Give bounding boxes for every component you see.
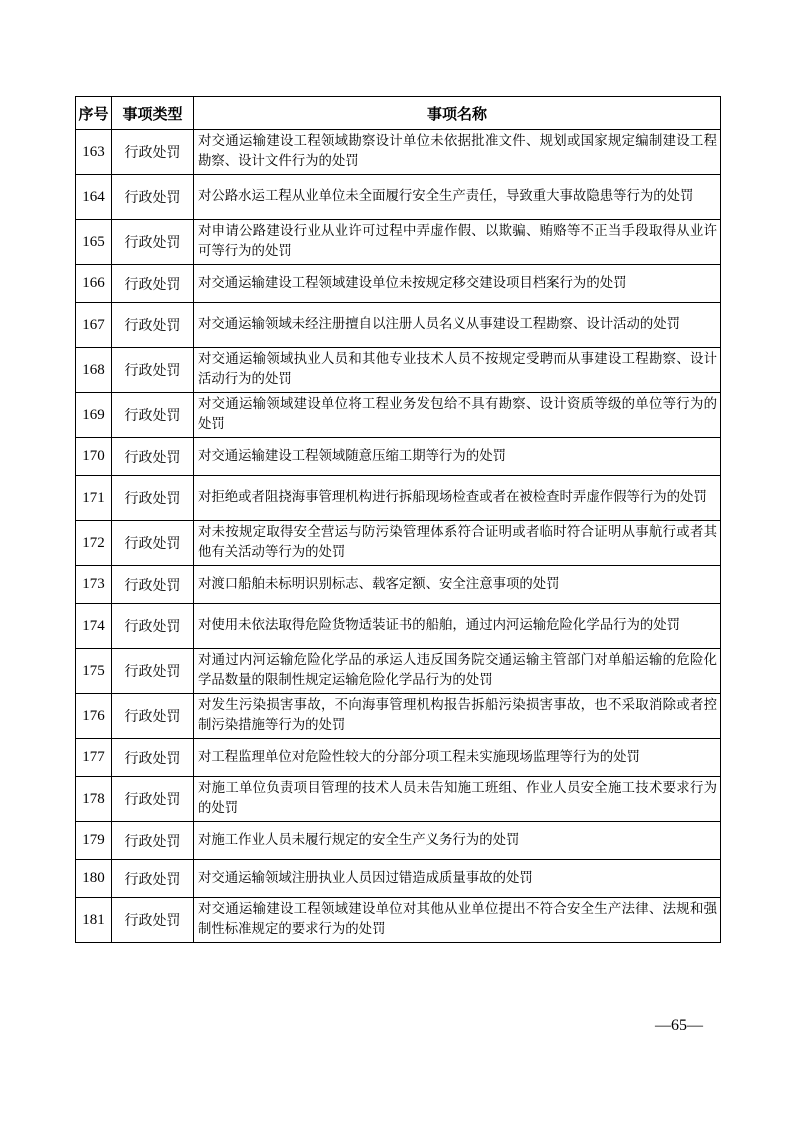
header-type: 事项类型 <box>112 97 194 130</box>
row-type: 行政处罚 <box>112 130 194 175</box>
table-row <box>76 566 721 604</box>
row-name: 对交通运输领域未经注册擅自以注册人员名义从事建设工程勘察、设计活动的处罚 <box>194 303 721 348</box>
row-number: 174 <box>76 604 112 649</box>
row-number: 169 <box>76 393 112 438</box>
row-type: 行政处罚 <box>112 393 194 438</box>
row-number: 171 <box>76 476 112 521</box>
row-type: 行政处罚 <box>112 175 194 220</box>
row-type: 行政处罚 <box>112 521 194 566</box>
row-number: 178 <box>76 777 112 822</box>
table-row <box>76 822 721 860</box>
table-row <box>76 130 721 175</box>
row-name: 对未按规定取得安全营运与防污染管理体系符合证明或者临时符合证明从事航行或者其他有关活动等行为的处罚 <box>194 521 721 566</box>
row-name: 对施工单位负责项目管理的技术人员未告知施工班组、作业人员安全施工技术要求行为的处罚 <box>194 777 721 822</box>
row-type: 行政处罚 <box>112 220 194 265</box>
table-row <box>76 265 721 303</box>
table-row <box>76 521 721 566</box>
table-row <box>76 649 721 694</box>
row-name: 对交通运输建设工程领域建设单位对其他从业单位提出不符合安全生产法律、法规和强制性标准规定的要求行为的处罚 <box>194 898 721 943</box>
row-type: 行政处罚 <box>112 265 194 303</box>
row-number: 181 <box>76 898 112 943</box>
row-type: 行政处罚 <box>112 438 194 476</box>
row-type: 行政处罚 <box>112 822 194 860</box>
row-number: 175 <box>76 649 112 694</box>
table-row <box>76 220 721 265</box>
table-header-row <box>76 97 721 130</box>
row-name: 对交通运输领域执业人员和其他专业技术人员不按规定受聘而从事建设工程勘察、设计活动行为的处罚 <box>194 348 721 393</box>
table-row <box>76 694 721 739</box>
row-type: 行政处罚 <box>112 649 194 694</box>
row-name: 对交通运输建设工程领域勘察设计单位未依据批准文件、规划或国家规定编制建设工程勘察、设计文件行为的处罚 <box>194 130 721 175</box>
row-name: 对工程监理单位对危险性较大的分部分项工程未实施现场监理等行为的处罚 <box>194 739 721 777</box>
header-name: 事项名称 <box>194 97 721 130</box>
table-row <box>76 303 721 348</box>
table-row <box>76 860 721 898</box>
row-name: 对拒绝或者阻挠海事管理机构进行拆船现场检查或者在被检查时弄虚作假等行为的处罚 <box>194 476 721 521</box>
row-number: 166 <box>76 265 112 303</box>
row-number: 168 <box>76 348 112 393</box>
row-number: 172 <box>76 521 112 566</box>
row-name: 对申请公路建设行业从业许可过程中弄虚作假、以欺骗、贿赂等不正当手段取得从业许可等行为的处罚 <box>194 220 721 265</box>
row-name: 对交通运输领域注册执业人员因过错造成质量事故的处罚 <box>194 860 721 898</box>
row-type: 行政处罚 <box>112 860 194 898</box>
row-name: 对交通运输领域建设单位将工程业务发包给不具有勘察、设计资质等级的单位等行为的处罚 <box>194 393 721 438</box>
table-row <box>76 739 721 777</box>
row-name: 对通过内河运输危险化学品的承运人违反国务院交通运输主管部门对单船运输的危险化学品数量的限制性规定运输危险化学品行为的处罚 <box>194 649 721 694</box>
row-number: 164 <box>76 175 112 220</box>
header-no: 序号 <box>76 97 112 130</box>
row-name: 对渡口船舶未标明识别标志、载客定额、安全注意事项的处罚 <box>194 566 721 604</box>
row-type: 行政处罚 <box>112 694 194 739</box>
table-row <box>76 393 721 438</box>
table-row <box>76 175 721 220</box>
row-number: 177 <box>76 739 112 777</box>
table-row <box>76 898 721 943</box>
row-type: 行政处罚 <box>112 303 194 348</box>
table-row <box>76 348 721 393</box>
row-type: 行政处罚 <box>112 898 194 943</box>
row-type: 行政处罚 <box>112 476 194 521</box>
items-table-container <box>75 96 720 943</box>
table-row <box>76 777 721 822</box>
row-type: 行政处罚 <box>112 739 194 777</box>
row-type: 行政处罚 <box>112 566 194 604</box>
row-name: 对施工作业人员未履行规定的安全生产义务行为的处罚 <box>194 822 721 860</box>
row-number: 179 <box>76 822 112 860</box>
table-row <box>76 438 721 476</box>
row-name: 对公路水运工程从业单位未全面履行安全生产责任，导致重大事故隐患等行为的处罚 <box>194 175 721 220</box>
row-number: 180 <box>76 860 112 898</box>
row-type: 行政处罚 <box>112 348 194 393</box>
table-row <box>76 604 721 649</box>
row-number: 167 <box>76 303 112 348</box>
row-number: 163 <box>76 130 112 175</box>
row-type: 行政处罚 <box>112 777 194 822</box>
row-type: 行政处罚 <box>112 604 194 649</box>
row-name: 对交通运输建设工程领域建设单位未按规定移交建设项目档案行为的处罚 <box>194 265 721 303</box>
row-number: 173 <box>76 566 112 604</box>
page-number: —65— <box>655 1017 703 1034</box>
row-name: 对发生污染损害事故，不向海事管理机构报告拆船污染损害事故，也不采取消除或者控制污染措施等行为的处罚 <box>194 694 721 739</box>
row-number: 176 <box>76 694 112 739</box>
row-name: 对交通运输建设工程领域随意压缩工期等行为的处罚 <box>194 438 721 476</box>
row-name: 对使用未依法取得危险货物适装证书的船舶，通过内河运输危险化学品行为的处罚 <box>194 604 721 649</box>
table-row <box>76 476 721 521</box>
row-number: 170 <box>76 438 112 476</box>
items-table <box>75 96 721 943</box>
row-number: 165 <box>76 220 112 265</box>
